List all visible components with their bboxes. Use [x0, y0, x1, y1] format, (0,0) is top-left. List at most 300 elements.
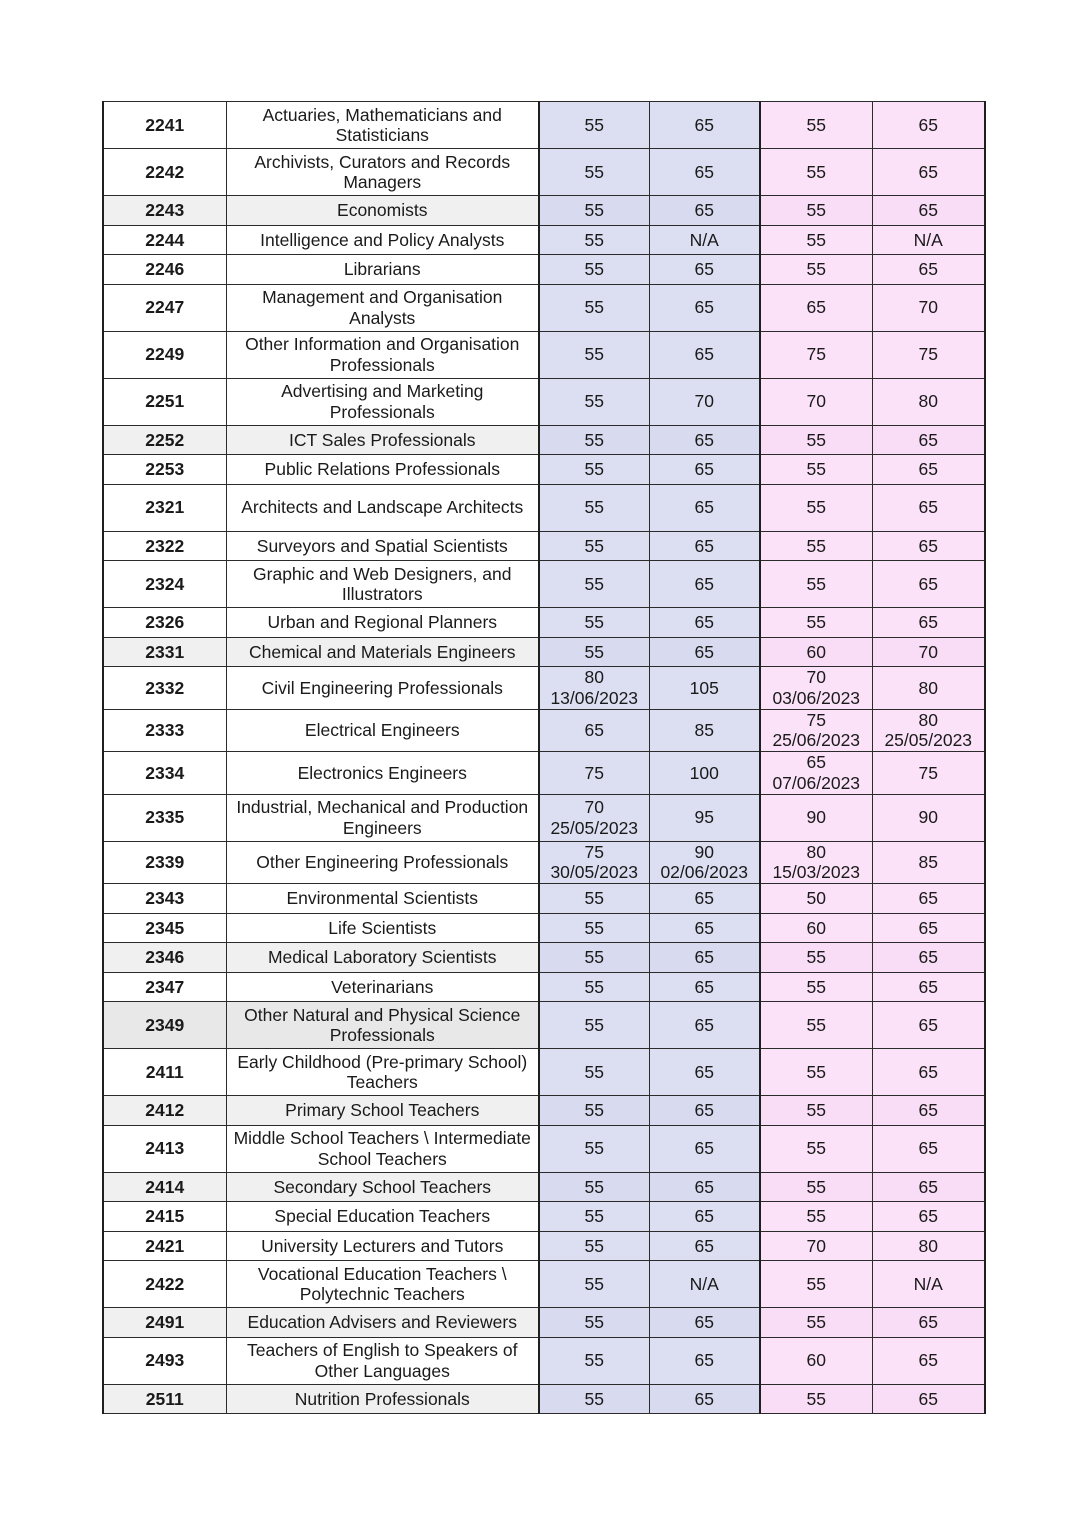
points-cell-v2 [649, 841, 760, 884]
points-value: 55 [806, 947, 826, 967]
points-cell-v4 [872, 1049, 985, 1096]
points-value: 70 [694, 391, 714, 412]
points-cell-v2 [649, 255, 760, 285]
occupation-points-table [102, 101, 986, 1414]
occupation-code-cell [103, 1384, 226, 1414]
occupation-code-cell [103, 455, 226, 485]
points-value: 55 [584, 947, 604, 967]
points-cell-v4 [872, 1261, 985, 1308]
points-cell-v4 [872, 149, 985, 196]
occupation-name: Management and Organisation Analysts [262, 287, 503, 328]
occupation-code-cell [103, 425, 226, 455]
points-cell-v4 [872, 1172, 985, 1202]
occupation-code-cell [103, 255, 226, 285]
points-value: 100 [689, 762, 719, 783]
points-value: 65 [918, 259, 938, 279]
points-value: 95 [694, 807, 714, 828]
points-value: 55 [584, 259, 604, 279]
table-body [103, 102, 985, 1414]
table-row [103, 752, 985, 795]
occupation-code: 2347 [145, 976, 185, 997]
occupation-code-cell [103, 149, 226, 196]
points-value: 65 [694, 917, 714, 938]
points-value: 70 [918, 297, 938, 318]
points-value: 70 [918, 641, 938, 662]
occupation-name: Economists [337, 200, 428, 220]
occupation-name: Chemical and Materials Engineers [248, 641, 516, 662]
points-cell-v3 [760, 531, 872, 561]
points-value: 70 [584, 797, 604, 817]
points-value: 55 [806, 1014, 826, 1035]
table-row [103, 1002, 985, 1049]
points-cell-v4 [872, 225, 985, 255]
points-cell-v1 [539, 1049, 649, 1096]
occupation-name-cell [226, 378, 539, 425]
points-cell-v1 [539, 752, 649, 795]
occupation-code: 2413 [145, 1138, 185, 1159]
points-cell-v1 [539, 709, 649, 752]
occupation-name: Urban and Regional Planners [267, 612, 498, 632]
occupation-name-cell [226, 225, 539, 255]
table-row [103, 794, 985, 841]
points-value: 55 [584, 344, 604, 365]
points-value: 65 [694, 297, 714, 318]
occupation-name: Actuaries, Mathematicians and Statisticians [262, 104, 502, 145]
occupation-code-cell [103, 1308, 226, 1338]
points-cell-v1 [539, 284, 649, 331]
points-cell-v3 [760, 608, 872, 638]
points-value: 65 [694, 429, 714, 450]
points-cell-v3 [760, 1002, 872, 1049]
occupation-code-cell [103, 1172, 226, 1202]
table-row [103, 841, 985, 884]
occupation-code: 2247 [145, 297, 185, 318]
points-cell-v4 [872, 884, 985, 914]
occupation-name-cell [226, 1096, 539, 1126]
occupation-code: 2242 [145, 161, 185, 182]
occupation-name-cell [226, 1261, 539, 1308]
points-cell-v4 [872, 1231, 985, 1261]
points-value: 65 [694, 1388, 714, 1409]
points-value: 55 [584, 459, 604, 479]
points-value: 55 [584, 114, 604, 135]
points-cell-v2 [649, 149, 760, 196]
points-value: 70 [806, 1235, 826, 1256]
points-cell-v2 [649, 709, 760, 752]
points-value: 60 [806, 917, 826, 938]
occupation-name: Special Education Teachers [274, 1206, 491, 1226]
points-value: 65 [918, 1176, 938, 1197]
occupation-code-cell [103, 378, 226, 425]
occupation-name-cell [226, 841, 539, 884]
points-cell-v4 [872, 255, 985, 285]
points-cell-v2 [649, 608, 760, 638]
points-value: 90 [806, 807, 826, 828]
points-cell-v1 [539, 794, 649, 841]
points-cell-v1 [539, 255, 649, 285]
occupation-name: Surveyors and Spatial Scientists [256, 535, 508, 556]
points-cell-v4 [872, 1308, 985, 1338]
points-value: 65 [918, 459, 938, 479]
points-value: 55 [806, 229, 826, 250]
table-row [103, 1384, 985, 1414]
points-value: 85 [918, 852, 938, 872]
points-value: 65 [694, 976, 714, 997]
points-cell-v1 [539, 943, 649, 973]
points-cell-v1 [539, 149, 649, 196]
occupation-name-cell [226, 284, 539, 331]
points-cell-v2 [649, 943, 760, 973]
invitation-date: 15/03/2023 [772, 862, 861, 883]
occupation-name-cell [226, 149, 539, 196]
points-value: 55 [584, 1100, 604, 1120]
points-cell-v3 [760, 709, 872, 752]
points-cell-v2 [649, 794, 760, 841]
points-cell-v1 [539, 1231, 649, 1261]
points-value: 65 [694, 1312, 714, 1332]
points-cell-v4 [872, 331, 985, 378]
points-value: 55 [584, 1350, 604, 1371]
table-row [103, 425, 985, 455]
points-cell-v2 [649, 752, 760, 795]
occupation-name-cell [226, 1002, 539, 1049]
occupation-code: 2252 [145, 429, 185, 450]
points-value: 55 [806, 1061, 826, 1082]
points-value: 65 [694, 1176, 714, 1197]
points-value: 65 [694, 1235, 714, 1256]
occupation-name-cell [226, 561, 539, 608]
points-cell-v4 [872, 972, 985, 1002]
occupation-code-cell [103, 225, 226, 255]
points-cell-v3 [760, 102, 872, 149]
occupation-code-cell [103, 102, 226, 149]
points-value: 55 [806, 1273, 826, 1294]
occupation-name-cell [226, 331, 539, 378]
occupation-name: Architects and Landscape Architects [241, 497, 524, 518]
occupation-code: 2321 [145, 497, 185, 518]
table-row [103, 284, 985, 331]
table-row [103, 1172, 985, 1202]
points-value: 65 [918, 1138, 938, 1159]
points-cell-v4 [872, 1125, 985, 1172]
occupation-name: University Lecturers and Tutors [261, 1235, 504, 1256]
occupation-code-cell [103, 841, 226, 884]
occupation-name-cell [226, 709, 539, 752]
points-cell-v4 [872, 1337, 985, 1384]
points-value: 55 [584, 1138, 604, 1159]
points-cell-v1 [539, 1002, 649, 1049]
points-value: 65 [918, 1100, 938, 1120]
points-value: 80 [806, 841, 826, 862]
occupation-code-cell [103, 667, 226, 710]
occupation-code-cell [103, 1231, 226, 1261]
points-value: 80 [918, 1235, 938, 1256]
points-cell-v3 [760, 884, 872, 914]
occupation-name-cell [226, 102, 539, 149]
invitation-date: 13/06/2023 [550, 687, 639, 708]
occupation-code-cell [103, 1002, 226, 1049]
occupation-code: 2421 [145, 1235, 185, 1256]
occupation-name-cell [226, 484, 539, 531]
points-cell-v2 [649, 1002, 760, 1049]
points-value: 55 [584, 297, 604, 318]
table-row [103, 637, 985, 667]
occupation-name: Secondary School Teachers [273, 1176, 492, 1197]
points-value: N/A [689, 229, 719, 250]
points-value: 55 [806, 573, 826, 594]
points-value: 55 [584, 229, 604, 250]
points-value: 65 [918, 1014, 938, 1035]
points-value: 55 [806, 429, 826, 450]
points-cell-v1 [539, 1202, 649, 1232]
occupation-name-cell [226, 608, 539, 638]
points-cell-v2 [649, 1384, 760, 1414]
points-value: 60 [806, 1350, 826, 1371]
points-cell-v4 [872, 608, 985, 638]
points-value: 60 [806, 641, 826, 662]
points-value: 55 [584, 391, 604, 412]
occupation-name-cell [226, 1049, 539, 1096]
occupation-name: Vocational Education Teachers \ Polytechnic Teachers [257, 1263, 507, 1304]
points-value: 55 [584, 976, 604, 997]
points-cell-v3 [760, 1231, 872, 1261]
points-value: 55 [584, 612, 604, 632]
occupation-code: 2324 [145, 573, 185, 594]
points-value: 65 [694, 573, 714, 594]
points-value: 55 [806, 161, 826, 182]
points-value: 75 [918, 762, 938, 783]
points-cell-v4 [872, 913, 985, 943]
points-cell-v2 [649, 284, 760, 331]
occupation-code: 2335 [145, 807, 185, 828]
points-cell-v1 [539, 1261, 649, 1308]
occupation-code: 2334 [145, 762, 185, 783]
occupation-code: 2339 [145, 852, 185, 872]
occupation-name: Environmental Scientists [286, 888, 479, 908]
table-row [103, 972, 985, 1002]
points-cell-v4 [872, 102, 985, 149]
invitation-date: 25/05/2023 [550, 817, 639, 838]
occupation-name-cell [226, 531, 539, 561]
points-value: 55 [806, 612, 826, 632]
occupation-name: Other Information and Organisation Professionals [245, 334, 520, 375]
points-cell-v1 [539, 455, 649, 485]
occupation-code: 2333 [145, 720, 185, 740]
table-row [103, 255, 985, 285]
table-row [103, 561, 985, 608]
occupation-name: Industrial, Mechanical and Production Engineers [236, 797, 529, 838]
points-value: 55 [584, 1388, 604, 1409]
occupation-code: 2251 [145, 391, 185, 412]
points-cell-v3 [760, 284, 872, 331]
points-value: 65 [918, 1061, 938, 1082]
invitation-date: 03/06/2023 [772, 687, 861, 708]
points-cell-v1 [539, 1308, 649, 1338]
points-value: 55 [806, 1138, 826, 1159]
occupation-name-cell [226, 425, 539, 455]
points-value: 55 [806, 200, 826, 220]
points-value: 65 [694, 535, 714, 556]
points-cell-v2 [649, 331, 760, 378]
points-value: 80 [584, 667, 604, 688]
points-cell-v3 [760, 943, 872, 973]
points-value: 65 [694, 200, 714, 220]
points-cell-v4 [872, 196, 985, 226]
points-cell-v2 [649, 102, 760, 149]
points-value: N/A [913, 1273, 943, 1294]
points-value: 55 [584, 1176, 604, 1197]
points-value: 65 [694, 641, 714, 662]
points-value: 65 [918, 429, 938, 450]
points-value: 55 [584, 888, 604, 908]
points-cell-v1 [539, 531, 649, 561]
table-row [103, 455, 985, 485]
points-value: 55 [584, 535, 604, 556]
points-cell-v1 [539, 225, 649, 255]
points-cell-v4 [872, 425, 985, 455]
table-row [103, 196, 985, 226]
points-value: 65 [918, 497, 938, 518]
occupation-code: 2343 [145, 888, 185, 908]
occupation-name-cell [226, 637, 539, 667]
occupation-code: 2491 [145, 1312, 185, 1332]
table-row [103, 1125, 985, 1172]
points-cell-v4 [872, 1384, 985, 1414]
points-value: 55 [806, 1100, 826, 1120]
points-value: 55 [806, 535, 826, 556]
points-cell-v3 [760, 1125, 872, 1172]
occupation-code: 2411 [145, 1061, 184, 1082]
points-value: 65 [918, 1388, 938, 1409]
table-row [103, 709, 985, 752]
points-cell-v2 [649, 1308, 760, 1338]
points-value: 65 [918, 612, 938, 632]
points-value: 65 [918, 917, 938, 938]
points-value: 65 [694, 1061, 714, 1082]
occupation-code-cell [103, 1337, 226, 1384]
points-value: 65 [694, 1206, 714, 1226]
points-value: 105 [689, 677, 719, 698]
points-value: 65 [694, 497, 714, 518]
table-row [103, 1096, 985, 1126]
occupation-code-cell [103, 637, 226, 667]
points-value: 55 [584, 917, 604, 938]
points-value: N/A [913, 229, 943, 250]
invitation-date: 25/05/2023 [884, 730, 973, 751]
table-row [103, 608, 985, 638]
points-value: 75 [918, 344, 938, 365]
points-cell-v2 [649, 531, 760, 561]
points-value: 65 [694, 259, 714, 279]
occupation-name: Intelligence and Policy Analysts [260, 229, 505, 250]
points-value: 65 [918, 573, 938, 594]
points-cell-v2 [649, 196, 760, 226]
occupation-code: 2345 [145, 917, 185, 938]
invitation-date: 30/05/2023 [550, 862, 639, 883]
points-cell-v1 [539, 561, 649, 608]
points-cell-v2 [649, 455, 760, 485]
occupation-code-cell [103, 1202, 226, 1232]
points-value: 75 [806, 709, 826, 730]
occupation-name: Education Advisers and Reviewers [247, 1312, 517, 1332]
points-value: 65 [806, 297, 826, 318]
occupation-code-cell [103, 1261, 226, 1308]
occupation-code: 2322 [145, 535, 185, 556]
table-row [103, 1202, 985, 1232]
points-value: 55 [806, 459, 826, 479]
points-value: 75 [806, 344, 826, 365]
points-value: 55 [584, 1273, 604, 1294]
points-value: 65 [918, 1312, 938, 1332]
points-cell-v4 [872, 561, 985, 608]
points-value: 65 [918, 888, 938, 908]
points-cell-v4 [872, 455, 985, 485]
occupation-code-cell [103, 284, 226, 331]
points-value: 65 [584, 720, 604, 740]
points-cell-v2 [649, 972, 760, 1002]
points-value: 55 [806, 497, 826, 518]
occupation-code: 2349 [145, 1014, 185, 1035]
table-row [103, 331, 985, 378]
occupation-code: 2422 [145, 1273, 185, 1294]
points-cell-v4 [872, 667, 985, 710]
points-cell-v1 [539, 972, 649, 1002]
occupation-name-cell [226, 1337, 539, 1384]
points-cell-v3 [760, 196, 872, 226]
points-cell-v1 [539, 484, 649, 531]
occupation-name-cell [226, 667, 539, 710]
occupation-code: 2412 [145, 1100, 185, 1120]
points-value: 90 [918, 807, 938, 828]
points-cell-v2 [649, 1049, 760, 1096]
points-value: 55 [806, 1312, 826, 1332]
points-cell-v4 [872, 794, 985, 841]
points-value: 80 [918, 391, 938, 412]
occupation-code: 2249 [145, 344, 185, 365]
points-value: 75 [584, 841, 604, 862]
points-cell-v3 [760, 1202, 872, 1232]
points-cell-v3 [760, 225, 872, 255]
occupation-code-cell [103, 884, 226, 914]
points-cell-v3 [760, 972, 872, 1002]
points-value: 55 [806, 1176, 826, 1197]
points-value: 50 [806, 888, 826, 908]
table-row [103, 378, 985, 425]
points-value: 65 [694, 1138, 714, 1159]
points-cell-v3 [760, 913, 872, 943]
table-row [103, 1308, 985, 1338]
points-value: 65 [694, 459, 714, 479]
occupation-code-cell [103, 752, 226, 795]
invitation-date: 02/06/2023 [660, 862, 749, 883]
points-cell-v4 [872, 1002, 985, 1049]
occupation-name: Life Scientists [328, 917, 437, 938]
occupation-code-cell [103, 331, 226, 378]
occupation-code: 2243 [145, 200, 185, 220]
points-cell-v1 [539, 608, 649, 638]
occupation-name-cell [226, 1202, 539, 1232]
occupation-name: Public Relations Professionals [264, 459, 500, 479]
points-value: 65 [694, 161, 714, 182]
table-row [103, 102, 985, 149]
points-cell-v1 [539, 1384, 649, 1414]
points-value: 55 [806, 976, 826, 997]
occupation-name-cell [226, 1125, 539, 1172]
points-cell-v1 [539, 884, 649, 914]
points-value: 55 [584, 1061, 604, 1082]
occupation-name-cell [226, 794, 539, 841]
points-cell-v3 [760, 794, 872, 841]
